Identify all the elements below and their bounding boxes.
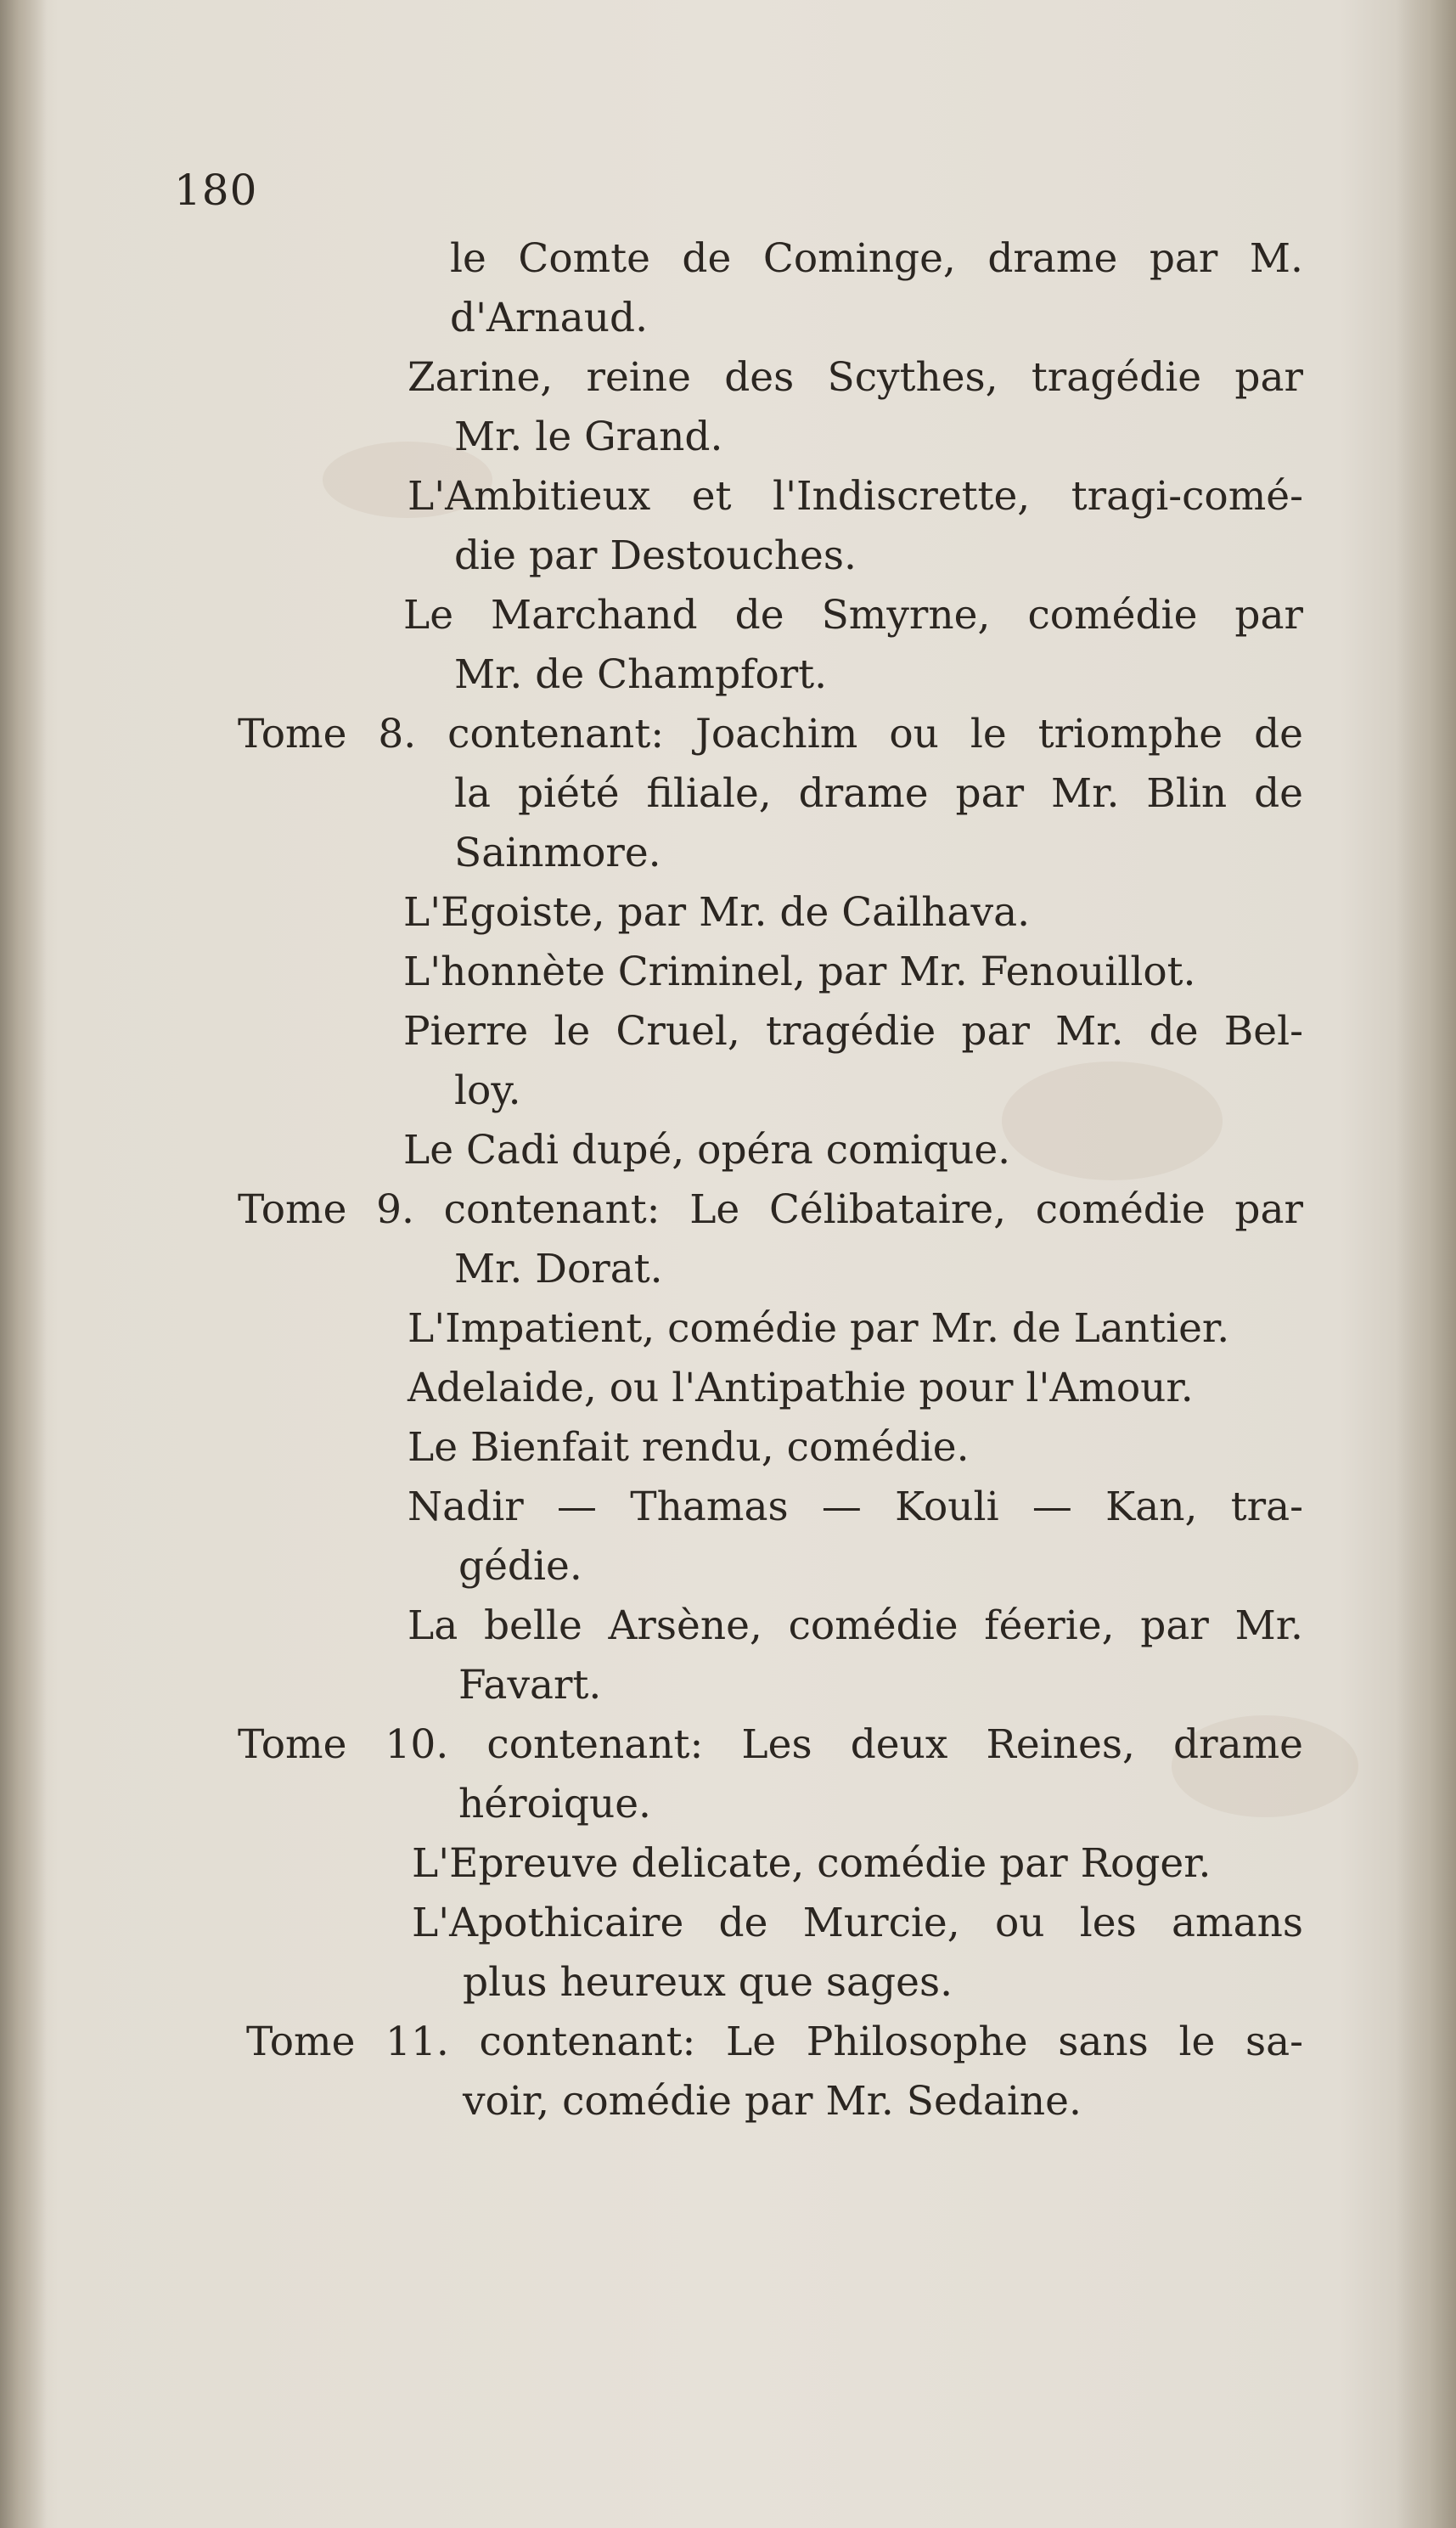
text-line: la piété filiale, drame par Mr. Blin de	[454, 770, 1303, 817]
text-line: Le Cadi dupé, opéra comique.	[403, 1127, 1011, 1174]
page-number: 180	[174, 166, 258, 215]
page-edge-shadow	[1397, 0, 1456, 2528]
text-line: L'Impatient, comédie par Mr. de Lantier.	[408, 1305, 1230, 1352]
text-line: d'Arnaud.	[450, 295, 649, 341]
text-line: Mr. Dorat.	[454, 1246, 663, 1292]
text-line: L'Epreuve delicate, comédie par Roger.	[412, 1840, 1211, 1887]
text-line: Zarine, reine des Scythes, tragédie par	[408, 354, 1303, 401]
text-line: Tome 9. contenant: Le Célibataire, comédie par	[238, 1186, 1303, 1233]
text-line: L'Ambitieux et l'Indiscrette, tragi-comé-	[408, 473, 1303, 520]
text-line: le Comte de Cominge, drame par M.	[450, 235, 1303, 282]
text-line: voir, comédie par Mr. Sedaine.	[463, 2078, 1082, 2125]
text-line: Pierre le Cruel, tragédie par Mr. de Bel-	[403, 1008, 1303, 1055]
text-line: Le Marchand de Smyrne, comédie par	[403, 592, 1303, 639]
text-line: Tome 8. contenant: Joachim ou le triomphe de	[238, 711, 1303, 757]
spine-shadow	[0, 0, 47, 2528]
text-line: L'Egoiste, par Mr. de Cailhava.	[403, 889, 1031, 936]
text-line: Tome 11. contenant: Le Philosophe sans le sa-	[246, 2018, 1303, 2065]
text-line: L'honnète Criminel, par Mr. Fenouillot.	[403, 949, 1196, 995]
text-line: Sainmore.	[454, 830, 661, 876]
text-line: L'Apothicaire de Murcie, ou les amans	[412, 1900, 1303, 1946]
text-line: Tome 10. contenant: Les deux Reines, drame	[238, 1721, 1303, 1768]
text-line: plus heureux que sages.	[463, 1959, 953, 2006]
text-line: héroique.	[458, 1781, 651, 1827]
paper-stain	[1002, 1061, 1223, 1180]
text-line: Adelaide, ou l'Antipathie pour l'Amour.	[408, 1365, 1194, 1411]
text-line: gédie.	[458, 1543, 582, 1590]
text-line: loy.	[454, 1067, 521, 1114]
text-line: Mr. de Champfort.	[454, 651, 828, 698]
text-line: die par Destouches.	[454, 532, 857, 579]
text-line: La belle Arsène, comédie féerie, par Mr.	[408, 1602, 1303, 1649]
text-line: Favart.	[458, 1662, 602, 1709]
text-line: Le Bienfait rendu, comédie.	[408, 1424, 970, 1471]
text-line: Mr. le Grand.	[454, 414, 723, 460]
text-line: Nadir — Thamas — Kouli — Kan, tra-	[408, 1484, 1303, 1530]
